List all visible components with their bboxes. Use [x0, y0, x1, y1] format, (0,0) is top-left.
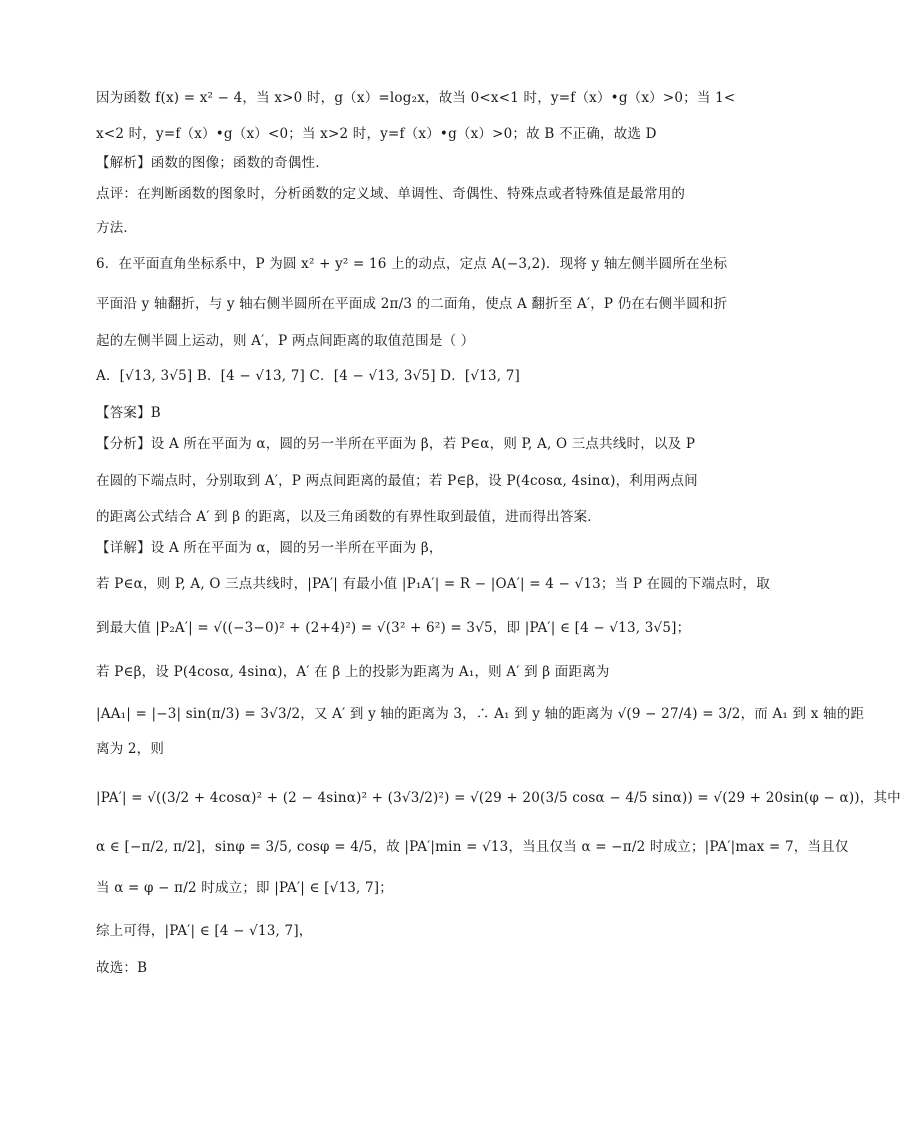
text-line: 若 P∈β，设 P(4cosα, 4sinα)，A′ 在 β 上的投影为距离为 A₁，则 A′ 到 β 面距离为: [96, 664, 610, 680]
text-line: |AA₁| = |−3| sin(π/3) = 3√3/2，又 A′ 到 y 轴的距离为 3，∴ A₁ 到 y 轴的距离为 √(9 − 27/4) = 3/2，而 A₁ 到 x 轴的距: [96, 706, 865, 722]
text-line: x<2 时，y=f（x）•g（x）<0；当 x>2 时，y=f（x）•g（x）>0；故 B 不正确，故选 D: [96, 126, 657, 142]
text-line: 综上可得，|PA′| ∈ [4 − √13, 7]，: [96, 923, 313, 939]
text-line: 在圆的下端点时，分别取到 A′，P 两点间距离的最值；若 P∈β，设 P(4cosα, 4sinα)，利用两点间: [96, 473, 698, 489]
text-line: 点评：在判断函数的图象时，分析函数的定义域、单调性、奇偶性、特殊点或者特殊值是最常用的: [96, 186, 686, 202]
text-line: 当 α = φ − π/2 时成立；即 |PA′| ∈ [√13, 7]；: [96, 880, 393, 896]
detail-tag-line: 【详解】设 A 所在平面为 α，圆的另一半所在平面为 β，: [96, 540, 443, 556]
text-line: 若 P∈α，则 P, A, O 三点共线时，|PA′| 有最小值 |P₁A′| = R − |OA′| = 4 − √13；当 P 在圆的下端点时，取: [96, 576, 770, 592]
formula-line: |PA′| = √((3/2 + 4cosα)² + (2 − 4sinα)² + (3√3/2)²) = √(29 + 20(3/5 cosα − 4/5 sinα)) = √(29 + 20sin(φ − α))，其中: [96, 790, 901, 806]
analysis-tag-line: 【解析】函数的图像；函数的奇偶性．: [96, 155, 329, 171]
text-line: 故选：B: [96, 960, 148, 976]
text-line: α ∈ [−π/2, π/2]，sinφ = 3/5, cosφ = 4/5，故 |PA′|min = √13，当且仅当 α = −π/2 时成立；|PA′|max = 7，当且仅: [96, 839, 849, 855]
text-line: 方法．: [96, 220, 138, 236]
answer-tag-line: 【答案】B: [96, 405, 161, 421]
text-line: 离为 2，则: [96, 741, 165, 757]
text-line: 的距离公式结合 A′ 到 β 的距离，以及三角函数的有界性取到最值，进而得出答案．: [96, 509, 601, 525]
question-6-line: 6．在平面直角坐标系中，P 为圆 x² + y² = 16 上的动点，定点 A(−3,2)．现将 y 轴左侧半圆所在坐标: [96, 256, 728, 272]
text-line: 到最大值 |P₂A′| = √((−3−0)² + (2+4)²) = √(3² + 6²) = 3√5，即 |PA′| ∈ [4 − √13, 3√5]；: [96, 620, 691, 636]
text-line: 平面沿 y 轴翻折，与 y 轴右侧半圆所在平面成 2π/3 的二面角，使点 A 翻折至 A′，P 仍在右侧半圆和折: [96, 296, 728, 312]
answer-options: A．[√13, 3√5] B．[4 − √13, 7] C．[4 − √13, 3√5] D．[√13, 7]: [96, 368, 520, 384]
text-line: 起的左侧半圆上运动，则 A′，P 两点间距离的取值范围是（ ）: [96, 333, 475, 349]
text-line: 【分析】设 A 所在平面为 α，圆的另一半所在平面为 β，若 P∈α，则 P, A, O 三点共线时，以及 P: [96, 436, 696, 452]
text-line: 因为函数 f(x) = x² − 4，当 x>0 时，g（x）=log₂x，故当 0<x<1 时，y=f（x）•g（x）>0；当 1<: [96, 90, 736, 106]
